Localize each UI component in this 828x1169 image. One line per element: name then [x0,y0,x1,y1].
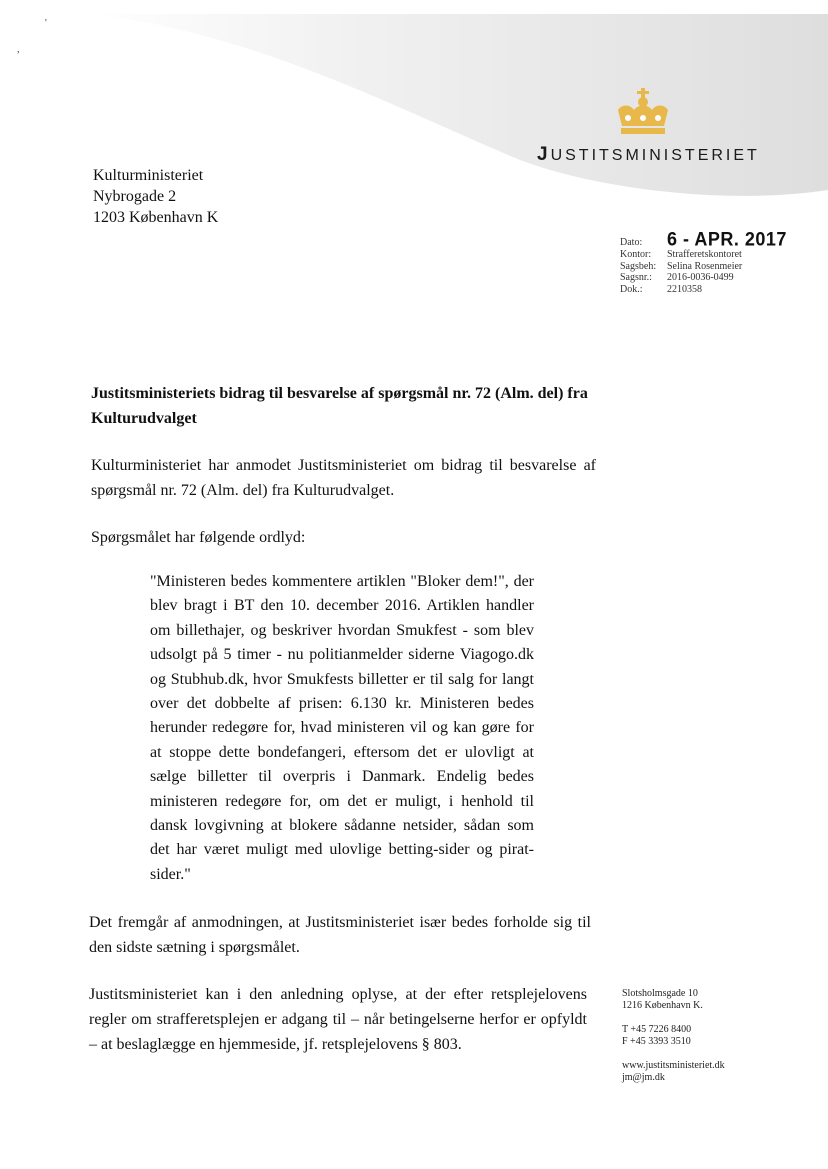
contact-website[interactable]: www.justitsministeriet.dk [622,1060,725,1071]
contact-street: Slotsholmsgade 10 [622,988,698,999]
contact-city: 1216 København K. [622,1000,703,1011]
ministry-contact [622,988,725,1084]
contact-phone: T +45 7226 8400 [622,1024,692,1035]
recipient-name: Kulturministeriet [93,167,204,184]
recipient-address [93,165,218,228]
date-stamp: 6 - APR. 2017 [667,228,787,250]
scan-mark: , [17,44,20,55]
case-value: 2016-0036-0499 [667,272,734,283]
scan-mark: ' [45,18,47,29]
question-quote: "Ministeren bedes kommentere artiklen "Bloker dem!", der blev bragt i BT den 10. december 2016. Artiklen handler om billethajer, og beskriver hvordan Smukfest - som blev udsolgt på 5 timer - nu politianmelder siderne Viagogo.dk og Stubhub.dk, hvor Smukfests billetter er til salg for langt over det dobbelte af prisen: 6.130 kr. Ministeren bedes herunder redegøre for, hvad ministeren vil og kan gøre for at stoppe dette bondefangeri, eftersom det er ulovligt at sælge billetter til overpris i Danmark. Endelig bedes ministeren redegøre for, om det er muligt, i henhold til dansk lovgivning at blokere sådanne netsider, sådan som det har været muligt med ulovlige betting-sider og pirat-sider." [150,573,534,883]
doc-value: 2210358 [667,283,702,295]
paragraph-1: Kulturministeriet har anmodet Justitsministeriet om bidrag til besvarelse af spørgsmål nr. 72 (Alm. del) fra Kulturudvalget. [91,457,596,499]
contact-email[interactable]: jm@jm.dk [622,1072,665,1083]
crown-icon [612,88,674,138]
office-label: Kontor: [620,249,652,260]
paragraph-4: Justitsministeriet kan i den anledning oplyse, at der efter retsplejelovens regler om strafferetsplejen er adgang til – når betingelserne herfor er opfyldt – at beslaglægge en hjemmeside, jf. retsplejelovens § 803. [89,986,587,1053]
contact-fax: F +45 3393 3510 [622,1036,691,1047]
office-value: Strafferetskontoret [667,249,742,260]
paragraph-2: Spørgsmålet har følgende ordlyd: [91,529,306,546]
case-label: Sagsnr.: [620,272,652,283]
recipient-street: Nybrogade 2 [93,188,177,205]
date-label: Dato: [620,237,643,248]
letter-title: Justitsministeriets bidrag til besvarelse af spørgsmål nr. 72 (Alm. del) fra Kulturudvalget [91,385,588,427]
paragraph-3: Det fremgår af anmodningen, at Justitsministeriet især bedes forholde sig til den sidste sætning i spørgsmålet. [89,914,591,956]
recipient-city: 1203 København K [93,209,219,226]
document-meta [620,229,787,295]
doc-label: Dok.: [620,283,643,295]
handler-label: Sagsbeh: [620,260,657,272]
ministry-logo-text: JUSTITSMINISTERIET [537,144,760,165]
handler-value: Selina Rosenmeier [667,260,743,272]
